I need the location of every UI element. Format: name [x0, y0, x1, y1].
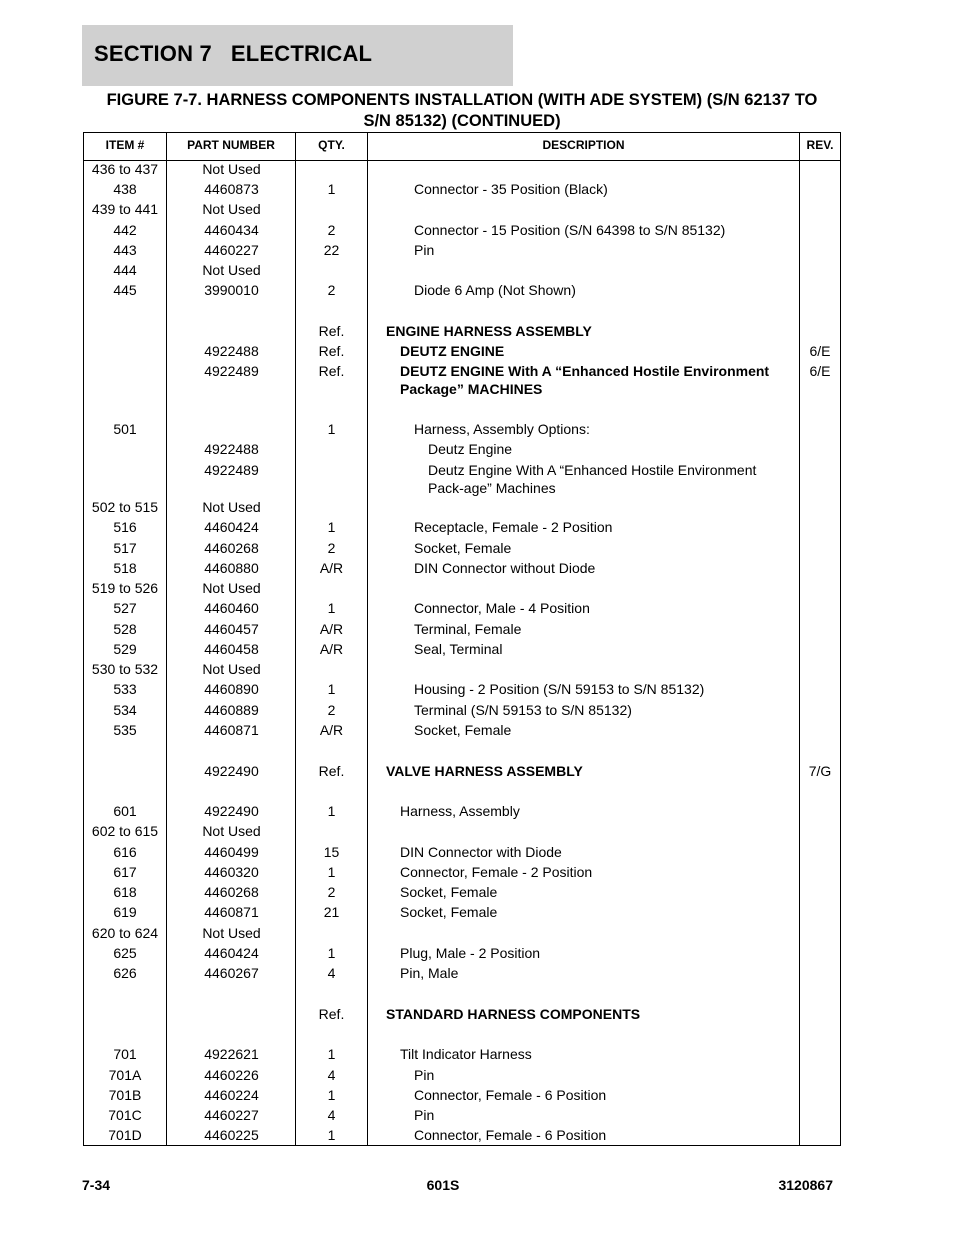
revision: 6/E — [809, 343, 831, 359]
header-qty: QTY. — [318, 138, 345, 152]
quantity: 1 — [327, 1046, 336, 1062]
quantity: 1 — [327, 864, 336, 880]
part-number: 4460460 — [204, 600, 259, 616]
quantity: 1 — [327, 1087, 336, 1103]
part-number: 4460227 — [204, 1107, 259, 1123]
quantity: A/R — [319, 641, 344, 657]
part-number: 4460227 — [204, 242, 259, 258]
item-number: 701B — [108, 1087, 142, 1103]
item-number: 436 to 437 — [91, 161, 159, 177]
description: DEUTZ ENGINE With A “Enhanced Hostile Environment Package” MACHINES — [400, 363, 770, 397]
description: Terminal (S/N 59153 to S/N 85132) — [414, 702, 632, 718]
description: Plug, Male - 2 Position — [400, 945, 541, 961]
description: Tilt Indicator Harness — [400, 1046, 532, 1062]
item-number: 517 — [113, 540, 137, 556]
quantity: A/R — [319, 560, 344, 576]
item-number: 438 — [113, 181, 137, 197]
item-number: 620 to 624 — [91, 925, 159, 941]
part-number: 4922621 — [204, 1046, 259, 1062]
item-number: 443 — [113, 242, 137, 258]
part-number: 4460880 — [204, 560, 259, 576]
description: DEUTZ ENGINE — [400, 343, 505, 359]
part-number: Not Used — [202, 580, 261, 596]
item-number: 445 — [113, 282, 137, 298]
description: Seal, Terminal — [414, 641, 503, 657]
part-number: Not Used — [202, 823, 261, 839]
item-number: 616 — [113, 844, 137, 860]
footer-model: 601S — [426, 1177, 460, 1193]
item-number: 501 — [113, 421, 137, 437]
description: Terminal, Female — [414, 621, 522, 637]
part-number: 4460871 — [204, 904, 259, 920]
description: Connector, Female - 2 Position — [400, 864, 593, 880]
quantity: 4 — [327, 1067, 336, 1083]
description: DIN Connector with Diode — [400, 844, 562, 860]
quantity: 1 — [327, 681, 336, 697]
item-number: 516 — [113, 519, 137, 535]
part-number: 4922489 — [204, 363, 259, 379]
quantity: 22 — [323, 242, 340, 258]
item-number: 533 — [113, 681, 137, 697]
revision: 6/E — [809, 363, 831, 379]
part-number: 3990010 — [204, 282, 259, 298]
part-number: 4460873 — [204, 181, 259, 197]
description: Connector, Female - 6 Position — [414, 1087, 607, 1103]
part-number: 4460424 — [204, 519, 259, 535]
description: Harness, Assembly Options: — [414, 421, 590, 437]
revision: 7/G — [808, 763, 832, 779]
description: Connector - 35 Position (Black) — [414, 181, 608, 197]
item-number: 535 — [113, 722, 137, 738]
quantity: Ref. — [318, 1006, 345, 1022]
quantity: 1 — [327, 181, 336, 197]
quantity: 1 — [327, 519, 336, 535]
item-number: 444 — [113, 262, 137, 278]
part-number: 4460224 — [204, 1087, 259, 1103]
quantity: 1 — [327, 803, 336, 819]
column-divider — [367, 133, 368, 1145]
description: Connector - 15 Position (S/N 64398 to S/N 85132) — [414, 222, 726, 238]
item-number: 529 — [113, 641, 137, 657]
part-number: Not Used — [202, 262, 261, 278]
item-number: 618 — [113, 884, 137, 900]
part-number: 4922490 — [204, 803, 259, 819]
header-rev: REV. — [806, 138, 834, 152]
description: Socket, Female — [414, 722, 512, 738]
quantity: 4 — [327, 965, 336, 981]
item-number: 519 to 526 — [91, 580, 159, 596]
quantity: 2 — [327, 884, 336, 900]
part-number: 4460499 — [204, 844, 259, 860]
part-number: 4460268 — [204, 540, 259, 556]
figure-title-line1: FIGURE 7-7. HARNESS COMPONENTS INSTALLATION (WITH ADE SYSTEM) (S/N 62137 TO — [106, 91, 818, 109]
part-number: 4922488 — [204, 441, 259, 457]
quantity: 2 — [327, 702, 336, 718]
header-item: ITEM # — [105, 138, 145, 152]
quantity: 1 — [327, 1127, 336, 1143]
description: Housing - 2 Position (S/N 59153 to S/N 85132) — [414, 681, 705, 697]
description: Pin — [414, 1107, 435, 1123]
quantity: 21 — [323, 904, 340, 920]
item-number: 601 — [113, 803, 137, 819]
description: DIN Connector without Diode — [414, 560, 596, 576]
quantity: 15 — [323, 844, 340, 860]
footer-doc-number: 3120867 — [778, 1177, 833, 1193]
item-number: 617 — [113, 864, 137, 880]
description: STANDARD HARNESS COMPONENTS — [386, 1006, 641, 1022]
part-number: Not Used — [202, 161, 261, 177]
part-number: 4460424 — [204, 945, 259, 961]
part-number: Not Used — [202, 499, 261, 515]
description: Socket, Female — [414, 540, 512, 556]
quantity: 2 — [327, 222, 336, 238]
item-number: 701C — [108, 1107, 142, 1123]
item-number: 439 to 441 — [91, 201, 159, 217]
figure-title — [82, 90, 842, 132]
item-number: 701 — [113, 1046, 137, 1062]
header-description: DESCRIPTION — [542, 138, 625, 152]
item-number: 518 — [113, 560, 137, 576]
item-number: 602 to 615 — [91, 823, 159, 839]
part-number: Not Used — [202, 661, 261, 677]
part-number: 4922488 — [204, 343, 259, 359]
item-number: 527 — [113, 600, 137, 616]
part-number: 4460226 — [204, 1067, 259, 1083]
description: Connector, Male - 4 Position — [414, 600, 590, 616]
part-number: 4460267 — [204, 965, 259, 981]
part-number: 4922489 — [204, 462, 259, 478]
item-number: 626 — [113, 965, 137, 981]
item-number: 701D — [108, 1127, 142, 1143]
description: Diode 6 Amp (Not Shown) — [414, 282, 576, 298]
item-number: 528 — [113, 621, 137, 637]
section-title: SECTION 7 ELECTRICAL — [94, 41, 373, 66]
description: Pin — [414, 1067, 435, 1083]
description: Deutz Engine With A “Enhanced Hostile Environment Pack-age” Machines — [428, 462, 757, 496]
description: Socket, Female — [400, 904, 498, 920]
quantity: Ref. — [318, 343, 345, 359]
item-number: 534 — [113, 702, 137, 718]
quantity: A/R — [319, 722, 344, 738]
description: Pin — [414, 242, 435, 258]
description: Harness, Assembly — [400, 803, 520, 819]
parts-table — [83, 132, 841, 1146]
quantity: Ref. — [318, 323, 345, 339]
description: Socket, Female — [400, 884, 498, 900]
part-number: 4460225 — [204, 1127, 259, 1143]
description: ENGINE HARNESS ASSEMBLY — [386, 323, 592, 339]
quantity: 4 — [327, 1107, 336, 1123]
part-number: Not Used — [202, 925, 261, 941]
description: Receptacle, Female - 2 Position — [414, 519, 613, 535]
part-number: 4460268 — [204, 884, 259, 900]
description: VALVE HARNESS ASSEMBLY — [386, 763, 583, 779]
section-header — [82, 25, 513, 86]
part-number: Not Used — [202, 201, 261, 217]
part-number: 4460457 — [204, 621, 259, 637]
quantity: 1 — [327, 600, 336, 616]
quantity: 2 — [327, 540, 336, 556]
item-number: 442 — [113, 222, 137, 238]
part-number: 4460871 — [204, 722, 259, 738]
column-divider — [799, 133, 800, 1145]
description: Connector, Female - 6 Position — [414, 1127, 607, 1143]
item-number: 625 — [113, 945, 137, 961]
footer-page-number: 7-34 — [82, 1177, 111, 1193]
part-number: 4460320 — [204, 864, 259, 880]
item-number: 530 to 532 — [91, 661, 159, 677]
part-number: 4460458 — [204, 641, 259, 657]
quantity: 2 — [327, 282, 336, 298]
quantity: A/R — [319, 621, 344, 637]
item-number: 502 to 515 — [91, 499, 159, 515]
quantity: 1 — [327, 945, 336, 961]
quantity: Ref. — [318, 363, 345, 379]
part-number: 4922490 — [204, 763, 259, 779]
description: Pin, Male — [400, 965, 459, 981]
quantity: Ref. — [318, 763, 345, 779]
part-number: 4460434 — [204, 222, 259, 238]
description: Deutz Engine — [428, 441, 513, 457]
header-part-number: PART NUMBER — [187, 138, 275, 152]
quantity: 1 — [327, 421, 336, 437]
part-number: 4460889 — [204, 702, 259, 718]
figure-title-line2: S/N 85132) (CONTINUED) — [363, 112, 561, 130]
item-number: 619 — [113, 904, 137, 920]
item-number: 701A — [108, 1067, 142, 1083]
part-number: 4460890 — [204, 681, 259, 697]
